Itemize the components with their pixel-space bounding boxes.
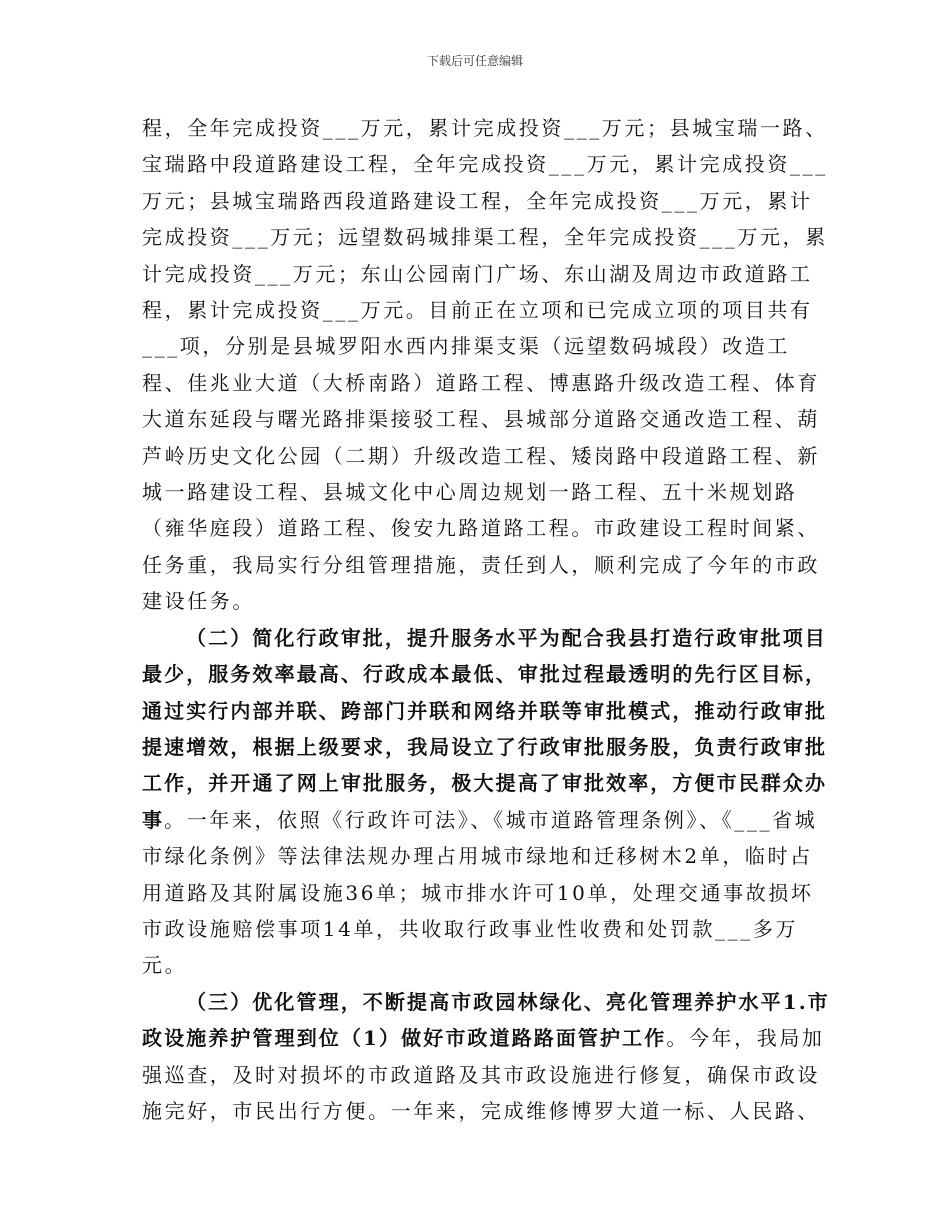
page-header-note: 下载后可任意编辑	[426, 54, 523, 68]
paragraph-approval-text: 。一年来，依照《行政许可法》、《城市道路管理条例》、《___省城市绿化条例》等法律法规办理占用城市绿地和迁移树木2单，临时占用道路及其附属设施36单；城市排水许可10单，处理交通事故损坏市政设施赔偿事项14单，共收取行政事业性收费和处罚款___多万元。	[142, 807, 818, 978]
paragraph-administrative-approval	[142, 620, 832, 984]
section-heading-approval: （二）简化行政审批，提升服务水平为配合我县打造行政审批项目最少，服务效率最高、行政成本最低、审批过程最透明的先行区目标，通过实行内部并联、跨部门并联和网络并联等审批模式，推动行政审批提速增效，根据上级要求，我局设立了行政审批服务股，负责行政审批工作，并开通了网上审批服务，极大提高了审批效率，方便市民群众办事	[142, 625, 828, 832]
section-heading-management: （三）优化管理，不断提高市政园林绿化、亮化管理养护水平1.市政设施养护管理到位（1）做好市政道路路面管护工作	[142, 989, 830, 1051]
paragraph-management-optimization	[142, 984, 832, 1130]
paragraph-municipal-projects: 程，全年完成投资___万元，累计完成投资___万元；县城宝瑞一路、宝瑞路中段道路建设工程，全年完成投资___万元，累计完成投资___万元；县城宝瑞路西段道路建设工程，全年完成投资___万元，累计完成投资___万元；远望数码城排渠工程，全年完成投资___万元，累计完成投资___万元；东山公园南门广场、东山湖及周边市政道路工程，累计完成投资___万元。目前正在立项和已完成立项的项目共有___项，分别是县城罗阳水西内排渠支渠（远望数码城段）改造工程、佳兆业大道（大桥南路）道路工程、博惠路升级改造工程、体育大道东延段与曙光路排渠接驳工程、县城部分道路交通改造工程、葫芦岭历史文化公园（二期）升级改造工程、矮岗路中段道路工程、新城一路建设工程、县城文化中心周边规划一路工程、五十米规划路（雍华庭段）道路工程、俊安九路道路工程。市政建设工程时间紧、任务重，我局实行分组管理措施，责任到人，顺利完成了今年的市政建设任务。	[142, 116, 828, 614]
paragraph-management-text: 。今年，我局加强巡查，及时对损坏的市政道路及其市政设施进行修复，确保市政设施完好，市民出行方便。一年来，完成维修博罗大道一标、人民路、	[142, 1026, 825, 1123]
document-body	[142, 110, 832, 1129]
